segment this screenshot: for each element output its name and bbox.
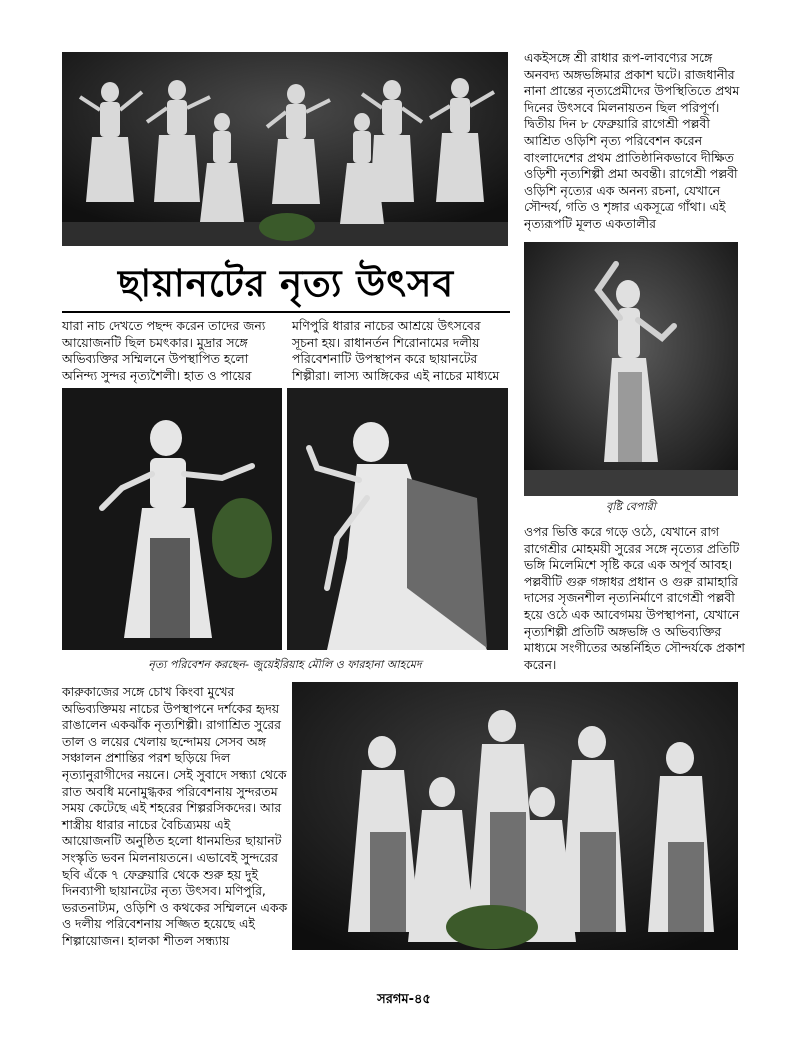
solo-dancer-illustration: [524, 242, 738, 496]
manipuri-dancer-photo: [62, 388, 282, 650]
article-text-right-top: একইসঙ্গে শ্রী রাধার রূপ-লাবণ্যের সঙ্গে অনবদ্য অঙ্গভঙ্গিমার প্রকাশ ঘটে। রাজধানীর নানা প্রান্তের নৃত্যপ্রেমীদের উপস্থিতিতে প্রথম দিনের উৎসবে মিলনায়তন ছিল পরিপূর্ণ। দ্বিতীয় দিন ৮ ফেব্রুয়ারি রাগেশ্রী পল্লবী আশ্রিত ওড়িশি নৃত্য পরিবেশন করেন বাংলাদেশের প্রথম প্রাতিষ্ঠানিকভাবে দীক্ষিত ওড়িশী নৃত্যশিল্পী প্রমা অবন্তী। রাগেশ্রী পল্লবী ওড়িশি নৃত্যের এক অনন্য রচনা, যেখানে সৌন্দর্য, গতি ও শৃঙ্গার একসূত্রে গাঁথা। এই নৃত্যরূপটি মূলত একতালীর: [524, 50, 740, 231]
solo-dancer-caption: বৃষ্টি বেপারী: [606, 500, 656, 513]
group-dance-photo-top: [62, 52, 508, 246]
manipuri-dancer-illustration: [62, 388, 282, 650]
article-text-right-mid: ওপর ভিত্তি করে গড়ে ওঠে, যেখানে রাগ রাগেশ্রীর মোহময়ী সুরের সঙ্গে নৃত্যের প্রতিটি ভঙ্গি মিলেমিশে সৃষ্টি করে এক অপূর্ব আবহ। পল্লবীটি গুরু গঙ্গাধর প্রধান ও গুরু রামাহারি দাসের সৃজনশীল নৃত্যনির্মাণে রাগেশ্রী পল্লবী হয়ে ওঠে এক আবেগময় উপস্থাপনা, যেখানে নৃত্যশিল্পী প্রতিটি অঙ্গভঙ্গি ও অভিব্যক্তির মাধ্যমে সংগীতের অন্তর্নিহিত সৌন্দর্যকে প্রকাশ করেন।: [524, 524, 745, 672]
solo-dancer-photo: [524, 242, 738, 496]
article-text-left-top: যারা নাচ দেখতে পছন্দ করেন তাদের জন্য আয়োজনটি ছিল চমৎকার। মুদ্রার সঙ্গে অভিব্যক্তির সম্মিলনে উপস্থাপিত হলো অনিন্দ্য সুন্দর নৃত্যশৈলী। হাত ও পায়ের: [62, 318, 266, 383]
article-text-mid-top: মণিপুরি ধারার নাচের আশ্রয়ে উৎসবের সূচনা হয়। রাধানর্তন শিরোনামের দলীয় পরিবেশনাটি উপস্থাপন করে ছায়ানটের শিল্পীরা। লাস্য আঙ্গিকের এই নাচের মাধ্যমে: [292, 318, 500, 383]
group-dance-photo-bottom: [292, 682, 738, 950]
duo-caption: নৃত্য পরিবেশন করছেন- জুয়েইরিয়াহ মৌলি ও ফারহানা আহমেদ: [148, 658, 422, 671]
page-number: সরগম-৪৫: [377, 992, 431, 1007]
kathak-dancer-photo: [287, 388, 508, 650]
group-dance-bottom-illustration: [292, 682, 738, 950]
kathak-dancer-illustration: [287, 388, 508, 650]
title-underline: [62, 311, 510, 313]
article-text-bottom-left: কারুকাজের সঙ্গে চোখ কিংবা মুখের অভিব্যক্তিময় নাচের উপস্থাপনে দর্শকের হৃদয় রাঙালেন একঝাঁক নৃত্যশিল্পী। রাগাশ্রিত সুরের তাল ও লয়ের খেলায় ছন্দোময় সেসব অঙ্গ সঞ্চালন প্রশান্তির পরশ ছড়িয়ে দিল নৃত্যানুরাগীদের নয়নে। সেই সুবাদে সন্ধ্যা থেকে রাত অবধি মনোমুগ্ধকর পরিবেশনায় সুন্দরতম সময় কেটেছে এই শহরের শিল্পরসিকদের। আর শাস্ত্রীয় ধারার নাচের বৈচিত্র্যময় এই আয়োজনটি অনুষ্ঠিত হলো ধানমন্ডির ছায়ানট সংস্কৃতি ভবন মিলনায়তনে। এভাবেই সুন্দরের ছবি এঁকে ৭ ফেব্রুয়ারি থেকে শুরু হয় দুই দিনব্যাপী ছায়ানটের নৃত্য উৎসব। মণিপুরি, ভরতনাট্যম, ওড়িশি ও কথকের সম্মিলনে একক ও দলীয় পরিবেশনায় সজ্জিত হয়েছে এই শিল্পায়োজন। হালকা শীতল সন্ধ্যায়: [62, 684, 288, 948]
article-title: ছায়ানটের নৃত্য উৎসব: [117, 262, 455, 305]
group-dance-illustration: [62, 52, 508, 246]
